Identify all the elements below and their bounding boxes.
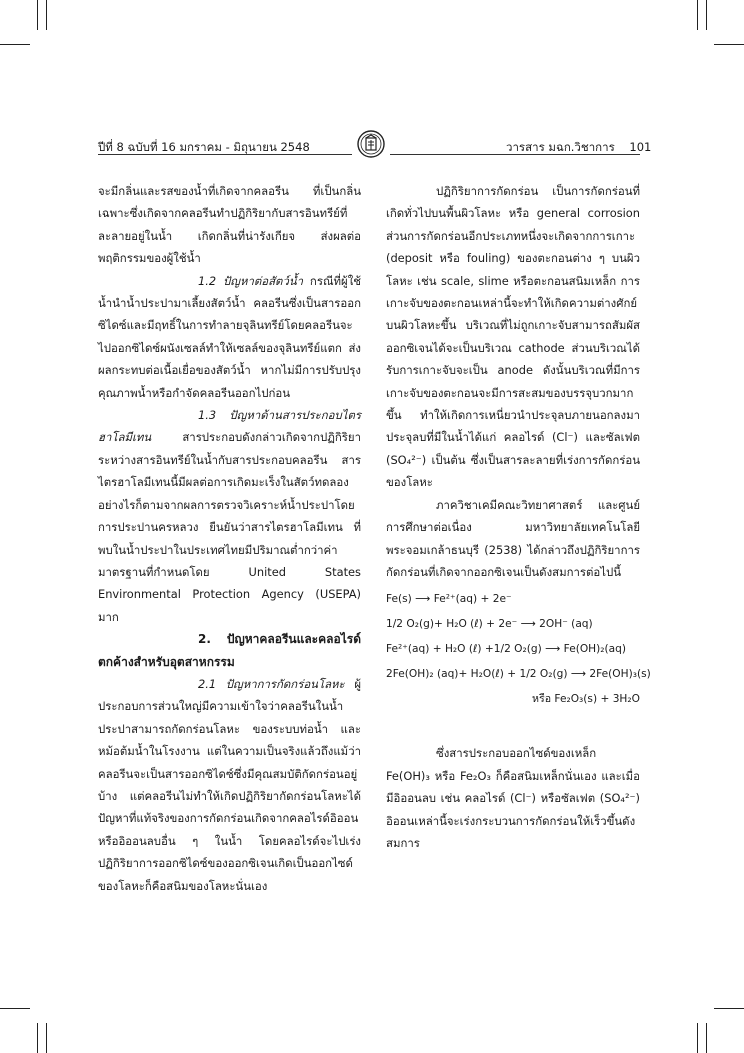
university-seal-icon	[357, 130, 385, 158]
page-number: 101	[629, 140, 652, 154]
paragraph: ซึ่งสารประกอบออกไซด์ของเหล็ก Fe(OH)₃ หรือ Fe₂O₃ ก็คือสนิมเหล็กนั่นเอง และเมื่อมีอิออนลบ เช่น คลอไรด์ (Cl⁻) หรือซัลเฟต (SO₄²⁻) อิออนเหล่านี้จะเร่งกระบวนการกัดกร่อนให้เร็วขึ้นดังสมการ	[386, 746, 640, 850]
crop-mark	[46, 0, 47, 30]
crop-mark	[0, 44, 30, 45]
equation: 2Fe(OH)₂ (aq)+ H₂O(ℓ) + 1/2 O₂(g) ⟶ 2Fe(OH)₃(s)	[386, 668, 651, 681]
running-header	[0, 132, 744, 162]
section-heading: 2. ปัญหาคลอรีนและคลอไรด์ตกค้างสำหรับอุตสาหกรรม	[98, 632, 361, 669]
issue-info: ปีที่ 8 ฉบับที่ 16 มกราคม - มิถุนายน 2548	[98, 140, 310, 154]
header-rule-left	[98, 154, 352, 155]
crop-mark	[0, 1008, 30, 1009]
right-column	[386, 180, 651, 854]
equation: หรือ Fe₂O₃(s) + 3H₂O	[532, 693, 640, 706]
paragraph: ภาควิชาเคมีคณะวิทยาศาสตร์ และศูนย์การศึกษาต่อเนื่อง มหาวิทยาลัยเทคโนโลยีพระจอมเกล้าธนบุรี (2538) ได้กล่าวถึงปฏิกิริยาการกัดกร่อนที่เกิดจากออกซิเจนเป็นดังสมการต่อไปนี้	[386, 497, 640, 579]
paragraph-body: ผู้ประกอบการส่วนใหญ่มีความเข้าใจว่าคลอรีนในน้ำประปาสามารถกัดกร่อนโลหะ ของระบบท่อน้ำ และหม้อต้มน้ำในโรงงาน แต่ในความเป็นจริงแล้วถึงแม้ว่าคลอรีนจะเป็นสารออกซิไดซ์ซึ่งมีคุณสมบัติกัดกร่อนอยู่บ้าง แต่คลอรีนไม่ทำให้เกิดปฏิกิริยากัดกร่อนโลหะได้ ปัญหาที่แท้จริงของการกัดกร่อนเกิดจากคลอไรด์อิออนหรืออิออนลบอื่น ๆ ในน้ำ โดยคลอไรด์จะไปเร่งปฏิกิริยาการออกซิไดซ์ของออกซิเจนเกิดเป็นออกไซด์ของโลหะก็คือสนิมของโลหะนั่นเอง	[98, 676, 361, 893]
equation: Fe(s) ⟶ Fe²⁺(aq) + 2e⁻	[386, 593, 512, 606]
crop-mark	[714, 1008, 744, 1009]
crop-mark	[706, 1023, 707, 1053]
journal-name: วารสาร มฉก.วิชาการ	[506, 140, 615, 154]
crop-mark	[714, 44, 744, 45]
subsection-heading: 2.1 ปัญหาการกัดกร่อนโลหะ	[198, 676, 345, 691]
crop-mark	[37, 0, 38, 30]
crop-mark	[697, 1023, 698, 1053]
left-column	[98, 180, 361, 897]
paragraph: จะมีกลิ่นและรสของน้ำที่เกิดจากคลอรีน ที่เป็นกลิ่นเฉพาะซึ่งเกิดจากคลอรีนทำปฏิกิริยากับสารอินทรีย์ที่ละลายอยู่ในน้ำ เกิดกลิ่นที่น่ารังเกียจ ส่งผลต่อพฤติกรรมของผู้ใช้น้ำ	[98, 184, 361, 266]
subsection-heading: 1.2 ปัญหาต่อสัตว์น้ำ	[198, 273, 304, 288]
paragraph	[98, 673, 361, 897]
journal-info	[506, 139, 651, 157]
paragraph-body: สารประกอบดังกล่าวเกิดจากปฏิกิริยาระหว่างสารอินทรีย์ในน้ำกับสารประกอบคลอรีน สารไตรฮาโลมีเทนนี้มีผลต่อการเกิดมะเร็งในสัตว์ทดลองอย่างไรก็ตามจากผลการตรวจวิเคราะห์น้ำประปาโดยการประปานครหลวง ยืนยันว่าสารไตรฮาโลมีเทน ที่พบในน้ำประปาในประเทศไทยมีปริมาณต่ำกว่าค่ามาตรฐานที่กำหนดโดย United States Environmental Protection Agency (USEPA) มาก	[98, 430, 361, 624]
paragraph: ปฏิกิริยาการกัดกร่อน เป็นการกัดกร่อนที่เกิดทั่วไปบนพื้นผิวโลหะ หรือ general corrosion ส่วนการกัดกร่อนอีกประเภทหนึ่งจะเกิดจากการเกาะ (deposit หรือ fouling) ของตะกอนต่าง ๆ บนผิวโลหะ เช่น scale, slime หรือตะกอนสนิมเหล็ก การเกาะจับของตะกอนเหล่านี้จะทำให้เกิดความต่างศักย์บนผิวโลหะขึ้น บริเวณที่ไม่ถูกเกาะจับสามารถสัมผัสออกซิเจนได้จะเป็นบริเวณ cathode ส่วนบริเวณได้รับการเกาะจับจะเป็น anode ดังนั้นบริเวณที่มีการเกาะจับของตะกอนจะมีการสะสมของบรรจุบวกมากขึ้น ทำให้เกิดการเหนี่ยวนำประจุลบภายนอกลงมา ประจุลบที่มีในน้ำได้แก่ คลอไรด์ (Cl⁻) และซัลเฟต (SO₄²⁻) เป็นต้น ซึ่งเป็นสารละลายที่เร่งการกัดกร่อนของโลหะ	[386, 184, 640, 490]
crop-mark	[37, 1023, 38, 1053]
crop-mark	[706, 0, 707, 30]
crop-mark	[46, 1023, 47, 1053]
crop-mark	[697, 0, 698, 30]
equation: 1/2 O₂(g)+ H₂O (ℓ) + 2e⁻ ⟶ 2OH⁻ (aq)	[386, 618, 593, 631]
paragraph	[98, 270, 361, 404]
paragraph	[98, 404, 361, 628]
subsection-heading: 1.3 ปัญหาด้านสารประกอบไตรฮาโลมีเทน	[98, 408, 361, 445]
paragraph-body: กรณีที่ผู้ใช้น้ำนำน้ำประปามาเลี้ยงสัตว์น้ำ คลอรีนซึ่งเป็นสารออกซิไดซ์และมีฤทธิ์ในการทำลายจุลินทรีย์โดยคลอรีนจะไปออกซิไดซ์ผนังเซลล์ทำให้เซลล์ของจุลินทรีย์แตก ส่งผลกระทบต่อเนื้อเยื่อของสัตว์น้ำ หากไม่มีการปรับปรุงคุณภาพน้ำหรือกำจัดคลอรีนออกไปก่อน	[98, 273, 361, 400]
equation: Fe²⁺(aq) + H₂O (ℓ) +1/2 O₂(g) ⟶ Fe(OH)₂(aq)	[386, 643, 627, 656]
